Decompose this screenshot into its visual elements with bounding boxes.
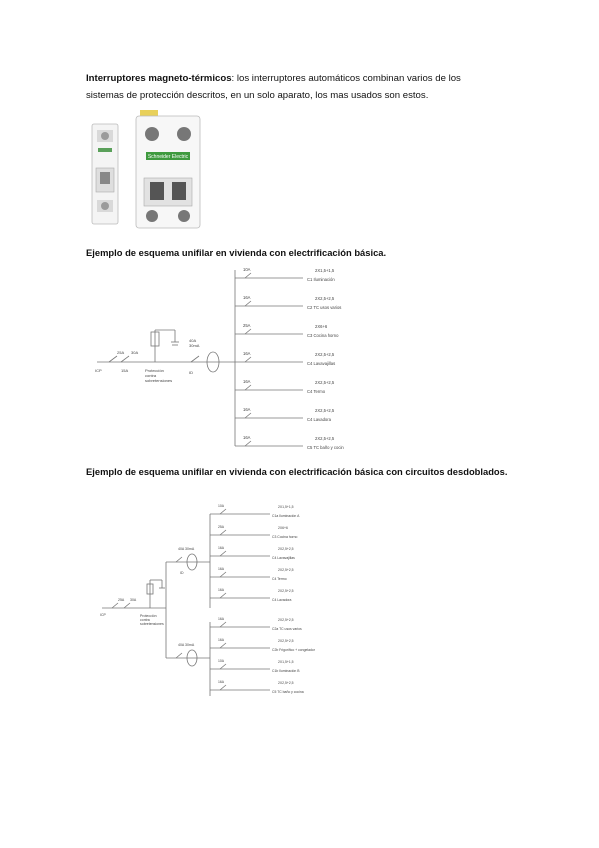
d2-circuit-row (210, 588, 294, 602)
d1-breaker-rating: 16A (243, 379, 251, 384)
d2-circuit-label: C3 Cocina horno (272, 535, 298, 539)
d2-circuit-label: C4 Termo (272, 577, 287, 581)
brand-logo: Schneider Electric (147, 154, 189, 160)
d2-circuit-label: C2b Frigorífico + congelador (272, 648, 315, 652)
d2-circuit-row (210, 567, 294, 581)
d1-surge-rating: 30A (131, 350, 139, 355)
d2-circuit-row (210, 659, 300, 673)
d1-surge-caption-2: contra (145, 373, 157, 378)
d2-cable-spec: 2X2,5+2,5 (278, 681, 294, 685)
breakers-photo (88, 108, 218, 233)
d2-surge-caption-2: contra (140, 618, 150, 622)
d2-circuit-label: C4 Lavadora (272, 598, 292, 602)
d2-circuit-row (210, 546, 295, 560)
d1-circuit-label: C4 Lavadora (307, 417, 331, 422)
d2-breaker-rating: 10A (218, 504, 225, 508)
d1-breaker-rating: 25A (243, 323, 251, 328)
d2-cable-spec: 2X2,5+2,5 (278, 639, 294, 643)
d1-circuit-label: C2 TC usos varios (307, 305, 342, 310)
d2-circuit-row (210, 504, 300, 518)
d1-cable-spec: 2X6+6 (315, 324, 328, 329)
d2-breaker-rating: 25A (218, 525, 225, 529)
d2-surge-caption-1: Protección (140, 614, 157, 618)
d1-circuit-label: C5 TC baño y cocin (307, 445, 344, 450)
d1-circuit-row (235, 267, 335, 282)
d1-main-rating: 15A (121, 368, 129, 373)
d1-circuit-label: C4 Lavavajillas (307, 361, 336, 366)
d1-circuit-row (235, 323, 339, 338)
d1-breaker-rating: 16A (243, 351, 251, 356)
d2-cable-spec: 2X2,5+2,5 (278, 618, 294, 622)
d1-circuit-row (235, 295, 341, 310)
d2-circuit-label: C5 TC baño y cocina (272, 690, 304, 694)
d2-id-label: ID (180, 571, 184, 575)
d2-breaker-rating: 16A (218, 567, 225, 571)
d1-circuit-row (235, 379, 335, 394)
d2-circuit-row (210, 680, 304, 694)
d1-cable-spec: 2X2,5+2,5 (315, 352, 335, 357)
d1-circuit-row (235, 435, 344, 450)
d1-cable-spec: 2X2,5+2,5 (315, 296, 335, 301)
d1-breaker-rating: 16A (243, 435, 251, 440)
d1-breaker-rating: 16A (243, 407, 251, 412)
d2-circuit-label: C4 Lavavajillas (272, 556, 295, 560)
d2-cable-spec: 2X2,5+2,5 (278, 547, 294, 551)
d1-surge-caption-3: sobretensiones (145, 378, 173, 383)
d1-breaker-rating: 16A (243, 295, 251, 300)
intro-paragraph (86, 70, 516, 104)
d1-circuit-label: C4 Termo (307, 389, 326, 394)
two-pole-breaker (136, 110, 200, 228)
intro-line1: : los interruptores automáticos combinan varios de los (231, 73, 461, 84)
d1-cable-spec: 2X2,5+2,5 (315, 408, 335, 413)
d2-icp-rating: 25A (118, 598, 125, 602)
single-pole-breaker (92, 124, 118, 224)
d2-circuit-row (210, 525, 298, 539)
d2-circuit-row (210, 617, 302, 631)
d1-id-sensitivity: 30mA (189, 343, 200, 348)
d1-surge-caption-1: Protección (145, 368, 164, 373)
d2-circuit-label: C2a TC usos varios (272, 627, 302, 631)
d2-cable-spec: 2X6+6 (278, 526, 288, 530)
d1-cable-spec: 2X1,5+1,5 (315, 268, 335, 273)
single-line-diagram-basic (95, 262, 455, 456)
d2-breaker-rating: 16A (218, 588, 225, 592)
d1-cable-spec: 2X2,5+2,5 (315, 436, 335, 441)
d2-cable-spec: 2X2,5+2,5 (278, 589, 294, 593)
d2-cable-spec: 2X1,5+1,5 (278, 505, 294, 509)
d1-circuit-row (235, 407, 335, 422)
d1-circuit-label: C3 Cocina horno (307, 333, 339, 338)
d1-id-label: ID (189, 370, 193, 375)
d2-breaker-rating: 16A (218, 546, 225, 550)
d1-icp-label: ICP (95, 368, 102, 373)
d2-circuit-label: C1b Iluminación B (272, 669, 300, 673)
d2-cable-spec: 2X2,5+2,5 (278, 568, 294, 572)
d1-circuit-label: C1 Iluminación (307, 277, 335, 282)
d1-cable-spec: 2X2,5+2,5 (315, 380, 335, 385)
d2-id-lower: 40A 30mA (178, 643, 195, 647)
d2-circuit-label: C1a Iluminación A (272, 514, 300, 518)
d2-breaker-rating: 16A (218, 638, 225, 642)
d2-breaker-rating: 16A (218, 680, 225, 684)
d2-surge-caption-3: sobretensiones (140, 622, 164, 626)
single-line-diagram-split (100, 500, 360, 700)
d2-cable-spec: 2X1,5+1,5 (278, 660, 294, 664)
d2-id-upper: 40A 30mA (178, 547, 195, 551)
d2-breaker-rating: 10A (218, 659, 225, 663)
d1-breaker-rating: 10A (243, 267, 251, 272)
intro-line2: sistemas de protección descritos, en un solo aparato, los mas usados son estos. (86, 90, 429, 101)
d1-circuit-row (235, 351, 335, 366)
d2-breaker-rating: 16A (218, 617, 225, 621)
d1-icp-rating: 25A (117, 350, 125, 355)
diagram1-heading: Ejemplo de esquema unifilar en vivienda con electrificación básica. (86, 247, 387, 258)
d1-id-rating: 40A (189, 338, 197, 343)
d2-icp-label: ICP (100, 613, 106, 617)
d2-surge-rating: 30A (130, 598, 137, 602)
d2-circuit-row (210, 638, 316, 652)
intro-title: Interruptores magneto-térmicos (86, 73, 232, 84)
diagram2-heading: Ejemplo de esquema unifilar en vivienda con electrificación básica con circuitos desdoblados. (86, 466, 508, 477)
